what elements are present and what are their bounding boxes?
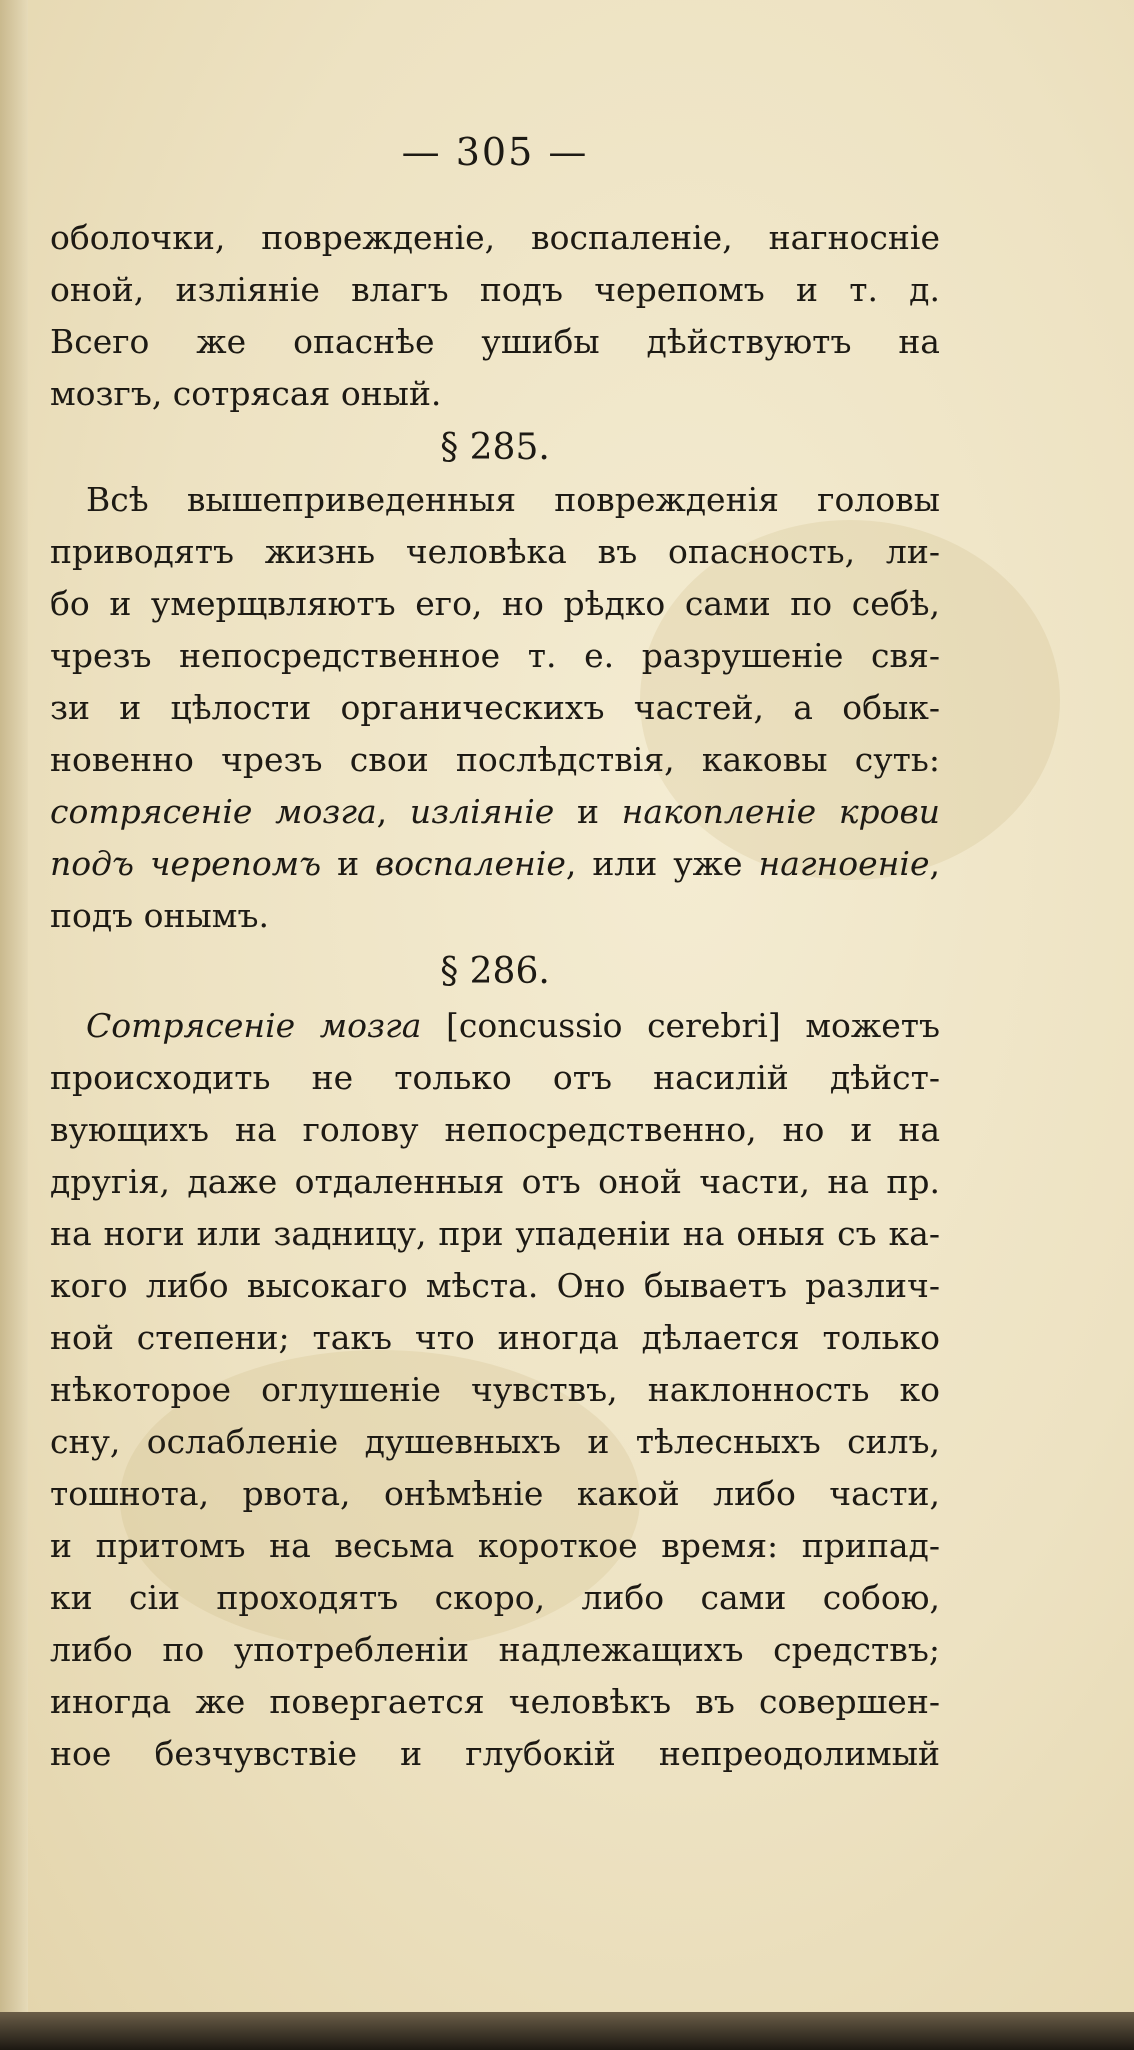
- text-line: нѣкоторое оглушеніе чувствъ, наклонность ко: [50, 1370, 940, 1409]
- text-line: подъ онымъ.: [50, 896, 269, 935]
- page-gutter-shadow: [0, 0, 28, 2050]
- text-line: на ноги или задницу, при упаденіи на оныя съ ка-: [50, 1214, 940, 1253]
- italic-term: нагноеніе: [758, 844, 930, 883]
- page-number: — 305 —: [401, 130, 589, 174]
- text-line: оболочки, поврежденіе, воспаленіе, нагносніе: [50, 218, 940, 257]
- italic-term: накопленіе крови: [621, 792, 940, 831]
- text-line: ной степени; такъ что иногда дѣлается только: [50, 1318, 940, 1357]
- text-line: тошнота, рвота, онѣмѣніе какой либо части,: [50, 1474, 940, 1513]
- text-line: мозгъ, сотрясая оный.: [50, 374, 442, 413]
- text-line: ное безчувствіе и глубокій непреодолимый: [50, 1734, 940, 1773]
- text-run: [concussio cerebri] можетъ: [421, 1006, 940, 1045]
- text-line: происходить не только отъ насилій дѣйст-: [50, 1058, 940, 1097]
- text-line: сну, ослабленіе душевныхъ и тѣлесныхъ силъ,: [50, 1422, 940, 1461]
- italic-term: Сотрясеніе мозга: [86, 1006, 422, 1045]
- italic-term: подъ черепомъ: [50, 844, 322, 883]
- italic-term: сотрясеніе мозга: [50, 792, 377, 831]
- text-line: ки сіи проходятъ скоро, либо сами собою,: [50, 1578, 940, 1617]
- text-line: [50, 838, 940, 890]
- scan-bottom-shadow: [0, 2012, 1134, 2050]
- text-run: , или уже: [565, 844, 759, 883]
- section-heading-285: § 285.: [440, 427, 550, 468]
- text-line: чрезъ непосредственное т. е. разрушеніе свя-: [50, 636, 940, 675]
- italic-term: изліяніе: [409, 792, 555, 831]
- text-run: ,: [929, 844, 940, 883]
- text-line: Всѣ вышеприведенныя поврежденія головы: [86, 480, 940, 519]
- text-line: приводятъ жизнь человѣка въ опасность, ли-: [50, 532, 940, 571]
- text-line: вующихъ на голову непосредственно, но и на: [50, 1110, 940, 1149]
- text-line: [50, 786, 940, 838]
- text-line: бо и умерщвляютъ его, но рѣдко сами по себѣ,: [50, 584, 940, 623]
- text-line: либо по употребленіи надлежащихъ средствъ;: [50, 1630, 940, 1669]
- text-line: Всего же опаснѣе ушибы дѣйствуютъ на: [50, 322, 940, 361]
- text-run: и: [321, 844, 376, 883]
- italic-term: воспаленіе: [375, 844, 566, 883]
- text-line: другія, даже отдаленныя отъ оной части, на пр.: [50, 1162, 940, 1201]
- text-line: и притомъ на весьма короткое время: припад-: [50, 1526, 940, 1565]
- text-line: иногда же повергается человѣкъ въ совершен-: [50, 1682, 940, 1721]
- text-line: кого либо высокаго мѣста. Оно бываетъ различ-: [50, 1266, 940, 1305]
- section-heading-286: § 286.: [440, 951, 550, 992]
- text-line: оной, изліяніе влагъ подъ черепомъ и т. д.: [50, 270, 940, 309]
- text-run: и: [554, 792, 622, 831]
- text-line: зи и цѣлости органическихъ частей, а обык-: [50, 688, 940, 727]
- text-run: ,: [376, 792, 410, 831]
- text-line: новенно чрезъ свои послѣдствія, каковы суть:: [50, 740, 940, 779]
- text-line: [50, 1000, 940, 1052]
